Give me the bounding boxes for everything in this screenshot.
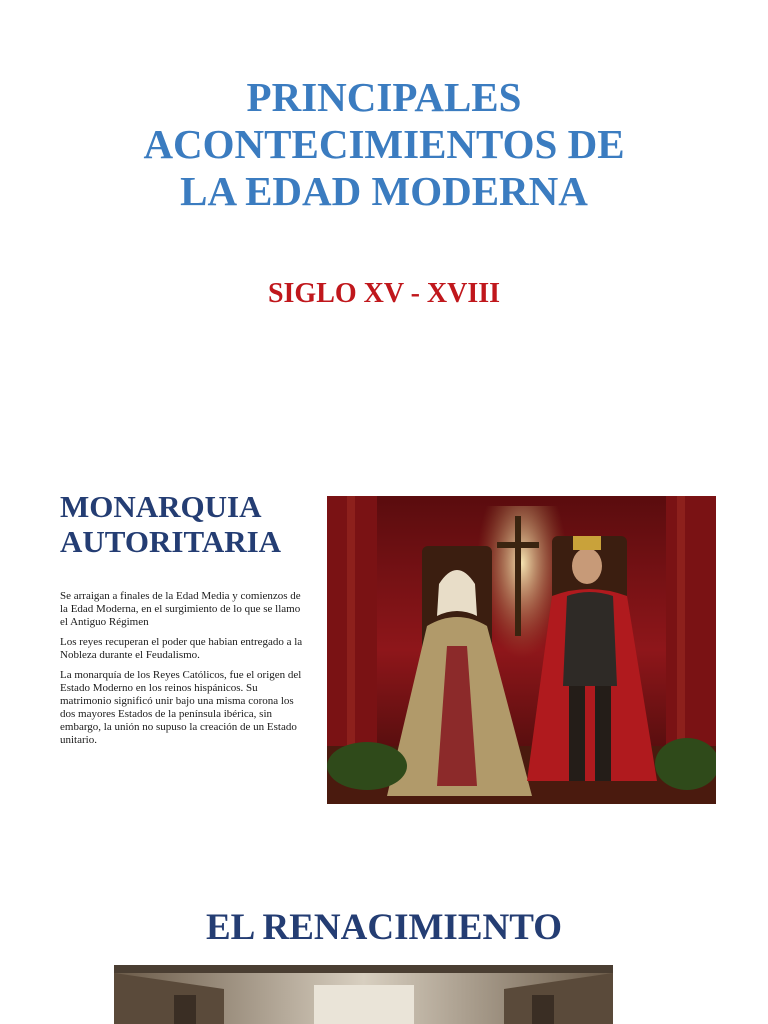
title-line-1: PRINCIPALES xyxy=(246,74,522,120)
section-heading-line-2: AUTORITARIA xyxy=(60,524,282,559)
paragraph-2: Los reyes recuperan el poder que habian entregado a la Nobleza durante el Feudalismo. xyxy=(60,636,303,661)
paragraph-3: La monarquía de los Reyes Católicos, fue el origen del Estado Moderno en los reinos hispánicos. Su matrimonio significó unir bajo una misma corona los dos mayores Estados de la península ibérica, sin embargo, la unión no supuso la creación de un Estado unitario. xyxy=(60,669,302,746)
title-line-3: LA EDAD MODERNA xyxy=(180,168,588,214)
section-heading-monarquia xyxy=(60,489,320,559)
page-subtitle: SIGLO XV - XVIII xyxy=(267,278,501,309)
section-heading-line-1: MONARQUIA xyxy=(60,489,262,524)
renacimiento-photo xyxy=(114,965,613,1024)
section-heading-renacimiento: EL RENACIMIENTO xyxy=(205,907,563,948)
paragraph-1: Se arraigan a finales de la Edad Media y comienzos de la Edad Moderna, en el surgimiento de lo que se llamo el Antiguo Régimen xyxy=(60,590,301,628)
reyes-catolicos-photo xyxy=(327,496,716,804)
section-body xyxy=(60,590,308,754)
title-line-2: ACONTECIMIENTOS DE xyxy=(143,121,625,167)
page-title xyxy=(84,74,684,215)
